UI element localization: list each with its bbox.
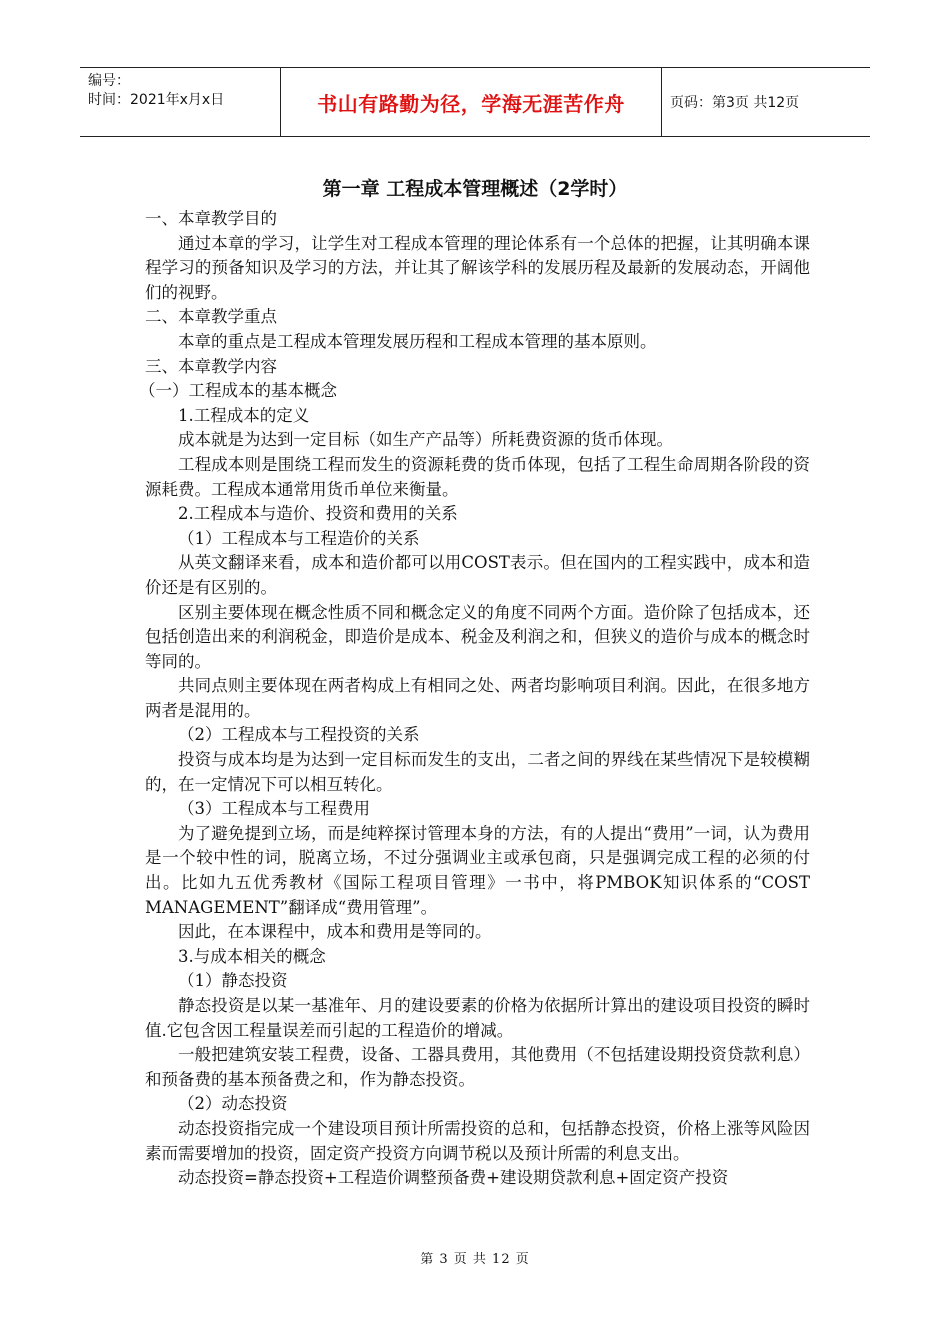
paragraph: 动态投资指完成一个建设项目预计所需投资的总和，包括静态投资，价格上涨等风险因素而需要增加的投资，固定资产投资方向调节税以及预计所需的利息支出。 xyxy=(145,1118,810,1163)
paragraph: 二、本章教学重点 xyxy=(145,307,277,327)
paragraph: 从英文翻译来看，成本和造价都可以用COST表示。但在国内的工程实践中，成本和造价还是有区别的。 xyxy=(145,553,810,597)
paragraph: 因此，在本课程中，成本和费用是等同的。 xyxy=(178,922,492,942)
paragraph: 2.工程成本与造价、投资和费用的关系 xyxy=(178,504,458,524)
paragraph: 静态投资是以某一基准年、月的建设要素的价格为依据所计算出的建设项目投资的瞬时值.它包含因工程量误差而引起的工程造价的增减。 xyxy=(145,996,810,1040)
page-footer: 第 3 页 共 12 页 xyxy=(420,1252,530,1267)
paragraph: （3）工程成本与工程费用 xyxy=(178,799,370,819)
document-number-label: 编号： xyxy=(88,73,130,89)
paragraph: 投资与成本均是为达到一定目标而发生的支出，二者之间的界线在某些情况下是较模糊的，在一定情况下可以相互转化。 xyxy=(145,750,810,794)
paragraph: 工程成本则是围绕工程而发生的资源耗费的货币体现，包括了工程生命周期各阶段的资源耗费。工程成本通常用货币单位来衡量。 xyxy=(145,454,810,499)
paragraph: 动态投资=静态投资+工程造价调整预备费+建设期贷款利息+固定资产投资 xyxy=(178,1168,729,1188)
chapter-title: 第一章 工程成本管理概述（2学时） xyxy=(322,178,628,200)
paragraph: 区别主要体现在概念性质不同和概念定义的角度不同两个方面。造价除了包括成本，还包括创造出来的利润税金，即造价是成本、税金及利润之和，但狭义的造价与成本的概念时等同的。 xyxy=(145,602,810,671)
paragraph: （2）动态投资 xyxy=(178,1094,288,1114)
paragraph: 本章的重点是工程成本管理发展历程和工程成本管理的基本原则。 xyxy=(178,331,657,351)
paragraph: 三、本章教学内容 xyxy=(145,356,277,376)
paragraph: 通过本章的学习，让学生对工程成本管理的理论体系有一个总体的把握，让其明确本课程学习的预备知识及学习的方法，并让其了解该学科的发展历程及最新的发展动态，开阔他们的视野。 xyxy=(145,233,810,302)
paragraph: 1.工程成本的定义 xyxy=(178,405,310,425)
header-meta xyxy=(80,68,280,136)
paragraph: （一）工程成本的基本概念 xyxy=(139,381,337,401)
paragraph: 共同点则主要体现在两者构成上有相同之处、两者均影响项目利润。因此，在很多地方两者是混用的。 xyxy=(145,676,810,720)
header-motto: 书山有路勤为径，学海无涯苦作舟 xyxy=(280,68,662,136)
page-header xyxy=(80,67,870,137)
document-time-label: 时间：2021年x月x日 xyxy=(88,92,225,108)
paragraph: （1）静态投资 xyxy=(178,971,288,991)
paragraph: （2）工程成本与工程投资的关系 xyxy=(178,725,420,745)
paragraph: （1）工程成本与工程造价的关系 xyxy=(178,528,420,548)
paragraph: 3.与成本相关的概念 xyxy=(178,946,326,966)
paragraph: 为了避免提到立场，而是纯粹探讨管理本身的方法，有的人提出“费用”一词，认为费用是一个较中性的词，脱离立场，不过分强调业主或承包商，只是强调完成工程的必须的付出。比如九五优秀教材《国际工程项目管理》一书中，将PMBOK知识体系的“COST MANAGEMENT”翻译成“费用管理”。 xyxy=(145,823,810,917)
paragraph: 一般把建筑安装工程费，设备、工器具费用，其他费用（不包括建设期投资贷款利息）和预备费的基本预备费之和，作为静态投资。 xyxy=(145,1045,810,1089)
chapter-body xyxy=(139,207,810,1191)
header-page-info: 页码：第3页 共12页 xyxy=(670,95,800,111)
paragraph: 成本就是为达到一定目标（如生产产品等）所耗费资源的货币体现。 xyxy=(178,430,673,450)
paragraph: 一、本章教学目的 xyxy=(145,209,277,228)
